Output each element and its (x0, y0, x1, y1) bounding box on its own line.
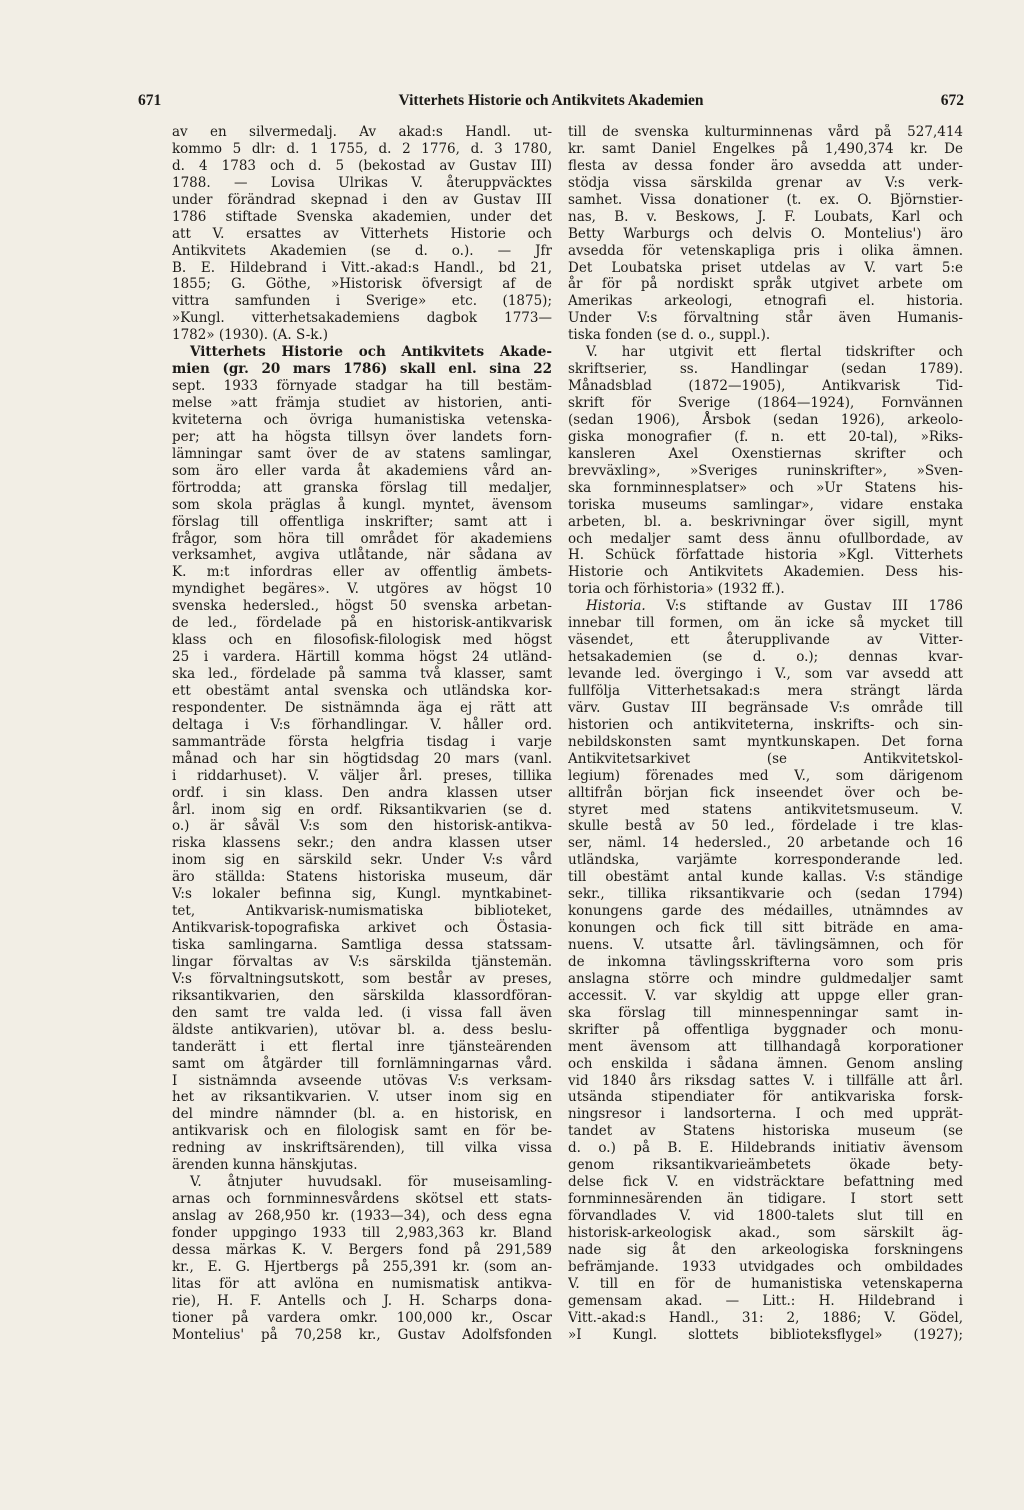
text-line: utländska, varjämte korresponderande led. (568, 852, 963, 869)
text-line: brevväxling», »Sveriges runinskrifter», »Sven- (568, 462, 963, 479)
text-line: hetsakademien (se d. o.); dennas kvar- (568, 649, 963, 666)
text-line: skulle bestå av 50 led., fördelade i tre klas- (568, 818, 963, 835)
text-line: kansleren Axel Oxenstiernas skrifter och (568, 445, 963, 462)
text-line: Montelius' på 70,258 kr., Gustav Adolfsfonden (172, 1326, 552, 1343)
text-line: konungens garde des médailles, utnämndes av (568, 903, 963, 920)
text-line: tiska fonden (se d. o., suppl.). (568, 327, 771, 344)
text-line: nuens. V. utsatte årl. tävlingsämnen, och för (568, 937, 963, 953)
text-line: B. E. Hildebrand i Vitt.-akad:s Handl., bd 21, (172, 259, 552, 276)
text-line: rie), H. F. Antells och J. H. Scharps dona- (172, 1292, 552, 1309)
text-line: förtrodda; att granska förslag till medaljer, (172, 479, 552, 496)
text-line: ment ävensom att tillhandagå korporationer (568, 1038, 963, 1055)
text-line: sammanträde första helgfria tisdag i varje (172, 733, 552, 750)
text-line: »I Kungl. slottets biblioteksflygel» (1927); (568, 1326, 963, 1343)
text-line: riska klassens sekr.; den andra klassen utser (172, 835, 552, 852)
text-line: inom sig en särskild sekr. Under V:s vård (172, 852, 552, 869)
text-line: H. Schück författade historia »Kgl. Vitterhets (568, 547, 963, 564)
text-line: d. o.) på B. E. Hildebrands initiativ ävensom (568, 1140, 963, 1157)
page-number-right: 672 (940, 92, 964, 109)
text-line: V:s förvaltningsutskott, som består av preses, (172, 970, 552, 987)
text-line: historisk-arkeologisk akad., som särskilt äg- (568, 1224, 963, 1241)
text-line: fornminnesärenden än tidigare. I stort sett (568, 1191, 963, 1208)
text-line: anslag av 268,950 kr. (1933—34), och dess egna (172, 1208, 552, 1224)
page-number-left: 671 (138, 92, 162, 109)
text-line: de led., fördelade på en historisk-antikvarisk (172, 615, 552, 632)
text-line: befrämjande. 1933 utvidgades och ombildades (568, 1258, 963, 1275)
text-line: ningsresor i landsorterna. I och med upprät- (568, 1106, 963, 1123)
text-line: V:s lokaler befinna sig, Kungl. myntkabinet- (172, 886, 552, 903)
text-line: vittra samfunden i Sverige» etc. (1875); (172, 293, 552, 310)
text-line: ska fornminnesplatser» och »Ur Statens his- (568, 479, 963, 496)
text-line: antikvarisk och en filologisk samt en för be- (172, 1123, 552, 1140)
text-line: Historia. V:s stiftande av Gustav III 1786 (586, 598, 963, 615)
text-line: tanderätt i ett flertal inre tjänsteärenden (172, 1038, 552, 1055)
text-line: avsedda för vetenskapliga pris i olika ämnen. (568, 242, 963, 259)
text-line: ärenden kunna hänskjutas. (172, 1157, 358, 1174)
text-line: kr. samt Daniel Engelkes på 1,490,374 kr. De (568, 140, 963, 157)
text-line: och medaljer samt dess ännu ofullbordade, av (568, 530, 963, 547)
text-line: Månadsblad (1872—1905), Antikvarisk Tid- (568, 378, 963, 395)
text-line: myndighet begäres». V. utgöres av högst 10 (172, 581, 552, 598)
text-line: toriska museums samlingar», vidare enstaka (568, 496, 963, 513)
text-line: arnas och fornminnesvårdens skötsel ett stats- (172, 1191, 552, 1208)
text-line: väsendet, ett återupplivande av Vitter- (568, 632, 963, 649)
text-line: äro ställda: Statens historiska museum, där (172, 869, 552, 886)
text-line: riksantikvarien, den särskilda klassordföran- (172, 987, 552, 1004)
text-line: Antikvitets Akademien (se d. o.). — Jfr (172, 242, 552, 259)
text-line: toria och förhistoria» (1932 ff.). (568, 581, 785, 598)
text-line: respondenter. De sistnämnda äga ej rätt att (172, 699, 552, 716)
text-line: sekr., tillika riksantikvarie och (sedan 1794) (568, 886, 963, 903)
text-line: Antikvitetsarkivet (se Antikvitetskol- (568, 750, 963, 767)
text-line: skrifter på offentliga byggnader och monu- (568, 1021, 963, 1038)
text-line: redning av inskriftsärenden), till vilka vissa (172, 1140, 552, 1157)
text-line: Amerikas arkeologi, etnografi el. historia. (568, 293, 963, 310)
text-line: nebildskonsten samt myntkunskapen. Det forna (568, 733, 963, 750)
text-line: styret med statens antikvitetsmuseum. V. (568, 801, 963, 818)
text-line: under förändrad skepnad i den av Gustav III (172, 191, 552, 208)
text-line: äldste antikvarien), utövar bl. a. dess beslu- (172, 1021, 552, 1038)
text-line: arbeten, bl. a. beskrivningar över sigill, mynt (568, 513, 963, 530)
text-line: fonder uppgingo 1933 till 2,983,363 kr. Bland (172, 1224, 552, 1241)
text-line: Antikvarisk-topografiska arkivet och Östasia- (172, 920, 552, 937)
text-line: litas för att avlöna en numismatisk antikva- (172, 1275, 552, 1292)
text-line: lämningar samt över de av statens samlingar, (172, 445, 552, 462)
text-line: Betty Warburgs och delvis O. Montelius') äro (568, 225, 963, 242)
text-line: svenska hedersled., högst 50 svenska arbetan- (172, 598, 552, 615)
running-title: Vitterhets Historie och Antikvitets Akademien (398, 92, 704, 109)
text-line: delse fick V. en vidsträcktare befattning med (568, 1174, 963, 1191)
text-line: som skola präglas å kungl. myntet, ävensom (172, 496, 552, 513)
page-header (138, 92, 964, 114)
text-line: Det Loubatska priset utdelas av V. vart 5:e (568, 259, 963, 276)
text-line: utsända stipendiater för antikvariska forsk- (568, 1089, 963, 1106)
text-line: I sistnämnda avseende utövas V:s verksam- (172, 1072, 552, 1089)
text-line: o.) är såväl V:s som den historisk-antikva- (172, 818, 552, 835)
text-line: ser, näml. 14 hedersled., 20 arbetande och 16 (568, 835, 963, 852)
text-line: samt om åtgärder till fornlämningarnas vård. (172, 1055, 552, 1072)
text-line: V. åtnjuter huvudsakl. för museisamling- (190, 1174, 552, 1191)
text-line: den samt tre valda led. (i vissa fall även (172, 1004, 552, 1021)
text-line: kr., E. G. Hjertbergs på 255,391 kr. (som an- (172, 1258, 552, 1275)
text-line: gemensam akad. — Litt.: H. Hildebrand i (568, 1292, 963, 1309)
text-line: ska led., fördelade på samma två klasser, samt (172, 666, 552, 682)
text-line: Vitt.-akad:s Handl., 31: 2, 1886; V. Gödel, (568, 1309, 963, 1326)
text-line: »Kungl. vitterhetsakademiens dagbok 1773— (172, 310, 552, 327)
text-line: giska monografier (f. n. ett 20-tal), »Riks- (568, 428, 963, 445)
text-line: 25 i vardera. Härtill komma högst 24 utländ- (172, 649, 552, 666)
text-line: som äro eller varda åt akademiens vård an- (172, 462, 552, 479)
text-line: historien och antikviteterna, inskrifts- och sin- (568, 716, 963, 733)
text-line: Historie och Antikvitets Akademien. Dess his- (568, 564, 963, 581)
text-line: frågor, som höra till området för akademiens (172, 530, 552, 547)
text-line: klass och en filosofisk-filologisk med högst (172, 632, 552, 649)
text-line: konungen och fick till sitt biträde en ama- (568, 920, 963, 937)
text-line: tioner på vardera omkr. 100,000 kr., Oscar (172, 1309, 552, 1326)
text-line: 1782» (1930). (A. S-k.) (172, 327, 329, 344)
text-line: sept. 1933 förnyade stadgar ha till bestäm- (172, 378, 552, 395)
text-line: levande led. övergingo i V., som var avsedd att (568, 666, 963, 682)
text-line: Vitterhets Historie och Antikvitets Akade- (190, 344, 552, 361)
text-line: ordf. i sin klass. Den andra klassen utser (172, 784, 552, 801)
text-line: del mindre nämnder (bl. a. en historisk, en (172, 1106, 552, 1123)
text-line: att V. ersattes av Vitterhets Historie och (172, 225, 552, 242)
text-line: melse »att främja studiet av historien, anti- (172, 395, 552, 411)
text-line: år för på nordiskt språk utgivet arbete om (568, 276, 963, 293)
text-line: anslagna större och mindre guldmedaljer samt (568, 970, 963, 987)
text-line: het av riksantikvarien. V. utser inom sig en (172, 1089, 552, 1106)
text-line: förvandlades V. vid 1800-talets slut till en (568, 1208, 963, 1224)
text-line: skrift för Sverige (1864—1924), Fornvännen (568, 395, 963, 411)
text-line: samhet. Vissa donationer (t. ex. O. Björnstier- (568, 191, 963, 208)
text-line: lingar förvaltas av V:s särskilda tjänstemän. (172, 953, 552, 970)
text-line: innebar till formen, om än icke så mycket till (568, 615, 963, 632)
text-line: årl. inom sig en ordf. Riksantikvarien (se d. (172, 801, 552, 818)
text-line: skriftserier, ss. Handlingar (sedan 1789). (568, 361, 963, 378)
text-line: alltifrån början fick inseendet över och be- (568, 784, 963, 801)
text-line: V. till en för de humanistiska vetenskaperna (568, 1275, 963, 1292)
text-line: 1855; G. Göthe, »Historisk öfversigt af de (172, 276, 552, 293)
text-line: kviteterna och övriga humanistiska vetenska- (172, 411, 552, 428)
text-line: tandet av Statens historiska museum (se (568, 1123, 963, 1140)
right-text-column (568, 124, 963, 1414)
text-line: tiska samlingarna. Samtliga dessa statssam- (172, 937, 552, 953)
text-line: accessit. V. var skyldig att uppge eller gran- (568, 987, 963, 1004)
text-line: tet, Antikvarisk-numismatiska biblioteket, (172, 903, 552, 920)
text-line: V. har utgivit ett flertal tidskrifter och (586, 344, 963, 361)
text-line: dessa märkas K. V. Bergers fond på 291,589 (172, 1241, 552, 1258)
text-line: kommo 5 dlr: d. 1 1755, d. 2 1776, d. 3 1780, (172, 140, 552, 157)
text-line: förslag till offentliga inskrifter; samt att i (172, 513, 552, 530)
text-line: (sedan 1906), Årsbok (sedan 1926), arkeolo- (568, 411, 963, 428)
text-line: till de svenska kulturminnenas vård på 527,414 (568, 124, 963, 140)
text-line: per; att ha högsta tillsyn över landets forn- (172, 428, 552, 445)
text-line: 1786 stiftade Svenska akademien, under det (172, 208, 552, 225)
text-line: värv. Gustav III begränsade V:s område till (568, 699, 963, 716)
text-line: ska förslag till minnespenningar samt in- (568, 1004, 963, 1021)
text-line: nade sig åt den arkeologiska forskningens (568, 1241, 963, 1258)
text-line: de inkomna tävlingsskrifterna voro som pris (568, 953, 963, 970)
text-line: 1788. — Lovisa Ulrikas V. återuppväcktes (172, 174, 552, 191)
text-line: vid 1840 års riksdag sattes V. i tillfälle att årl. (568, 1072, 963, 1089)
text-line: och enskilda i sådana ämnen. Genom ansling (568, 1055, 963, 1072)
text-line: K. m:t infordras eller av offentlig ämbets- (172, 564, 552, 581)
text-line: i riddarhuset). V. väljer årl. preses, tillika (172, 767, 552, 784)
text-line: Under V:s förvaltning står även Humanis- (568, 310, 963, 327)
text-line: till obestämt antal kunde kallas. V:s ständige (568, 869, 963, 886)
text-line: genom riksantikvarieämbetets ökade bety- (568, 1157, 963, 1174)
text-line: fullfölja Vitterhetsakad:s mera strängt lärda (568, 682, 963, 699)
text-line: ett obestämt antal svenska och utländska kor- (172, 682, 552, 699)
text-line: flesta av dessa fonder äro avsedda att under- (568, 157, 963, 174)
text-line: av en silvermedalj. Av akad:s Handl. ut- (172, 124, 552, 140)
text-line: deltaga i V:s förhandlingar. V. håller ord. (172, 716, 552, 733)
text-line: mien (gr. 20 mars 1786) skall enl. sina 22 (172, 361, 552, 378)
text-line: stödja vissa särskilda grenar av V:s verk- (568, 174, 963, 191)
left-text-column (172, 124, 552, 1414)
text-line: månad och har sin högtidsdag 20 mars (vanl. (172, 750, 552, 767)
text-line: verksamhet, avgiva utlåtande, när sådana av (172, 547, 552, 564)
text-line: legium) förenades med V., som därigenom (568, 767, 963, 784)
text-line: d. 4 1783 och d. 5 (bekostad av Gustav III) (172, 157, 552, 174)
text-line: nas, B. v. Beskows, J. F. Loubats, Karl och (568, 208, 963, 225)
